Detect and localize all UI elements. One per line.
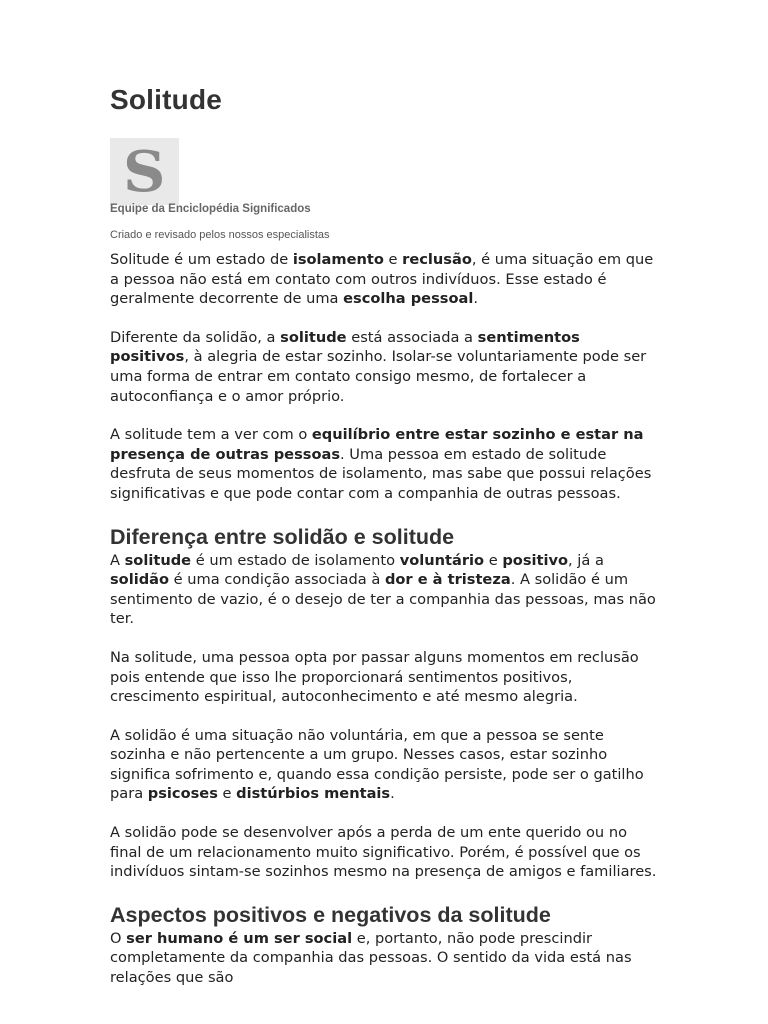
paragraph [110, 425, 662, 503]
text-run: , já a [568, 551, 604, 569]
section-heading: Diferença entre solidão e solitude [110, 524, 455, 549]
text-run: é uma condição associada à [169, 571, 385, 589]
text-run: . [473, 290, 478, 308]
paragraph [110, 823, 662, 882]
paragraph [110, 250, 662, 309]
bold-text: distúrbios mentais [236, 785, 391, 803]
bold-text: isolamento [292, 251, 384, 268]
paragraph [110, 648, 662, 707]
bold-text: positivo [502, 551, 569, 569]
text-run: e, portanto, não pode prescindir completamente da companhia das pessoas. O sentido da vida está nas relações que são [110, 929, 632, 987]
text-run: e [484, 551, 503, 569]
bold-text: dor e à tristeza [384, 571, 511, 589]
bold-text: solitude [124, 551, 192, 569]
logo-letter: S [123, 138, 166, 205]
article-body [110, 250, 662, 1007]
bold-text: solitude [280, 328, 347, 346]
text-run: está associada a [346, 328, 478, 346]
bold-text: reclusão [402, 251, 472, 268]
text-run: A [110, 551, 125, 569]
text-run: . A solidão é um sentimento de vazio, é o desejo de ter a companhia das pessoas, mas não ter. [110, 571, 656, 628]
article-title: Solitude [110, 84, 223, 115]
text-run: A solidão é uma situação não voluntária, em que a pessoa se sente sozinha e não pertencente a um grupo. Nesses casos, estar sozinho significa sofrimento e, quando essa condição persiste, pode ser o gatilho para [110, 726, 644, 803]
text-run: A solitude tem a ver com o [110, 426, 312, 444]
section-heading: Aspectos positivos e negativos da solitude [110, 902, 551, 927]
bold-text: ser humano é um ser social [126, 929, 353, 947]
text-run: Na solitude, uma pessoa opta por passar alguns momentos em reclusão pois entende que isso lhe proporcionará sentimentos positivos, crescimento espiritual, autoconhecimento e até mesmo alegria. [110, 648, 639, 706]
paragraph [110, 726, 662, 804]
text-run: e [217, 785, 237, 803]
text-run: , à alegria de estar sozinho. Isolar-se voluntariamente pode ser uma forma de entrar em contato consigo mesmo, de fortalecer a autoconfiança e o amor próprio. [110, 348, 647, 405]
bold-text: escolha pessoal [343, 290, 474, 308]
bold-text: sentimentos positivos [110, 328, 580, 366]
reviewed-line: Criado e revisado pelos nossos especialistas [110, 229, 330, 241]
bold-text: solidão [110, 571, 170, 589]
bold-text: psicoses [147, 785, 218, 803]
bold-text: equilíbrio entre estar sozinho e estar na presença de outras pessoas [110, 426, 644, 463]
paragraph [110, 551, 662, 629]
text-run: A solidão pode se desenvolver após a perda de um ente querido ou no final de um relacionamento muito significativo. Porém, é possível que os indivíduos sintam-se sozinhos mesmo na presença de amigos e familiares. [110, 824, 657, 881]
text-run: , é uma situação em que a pessoa não está em contato com outros indivíduos. Esse estado é geralmente decorrente de uma [110, 251, 654, 308]
paragraph [110, 328, 662, 406]
text-run: O [110, 929, 127, 947]
author-line: Equipe da Enciclopédia Significados [110, 203, 311, 215]
text-run: é um estado de isolamento [191, 551, 400, 569]
bold-text: voluntário [399, 551, 485, 569]
text-run: Diferente da solidão, a [110, 328, 281, 346]
text-run: . Uma pessoa em estado de solitude desfruta de seus momentos de isolamento, mas sabe que possui relações significativas e que pode contar com a companhia de outras pessoas. [110, 445, 652, 502]
text-run: Solitude é um estado de [110, 251, 293, 268]
paragraph [110, 929, 662, 988]
text-run: . [390, 785, 395, 803]
text-run: e [383, 251, 403, 268]
publisher-logo [110, 138, 179, 205]
